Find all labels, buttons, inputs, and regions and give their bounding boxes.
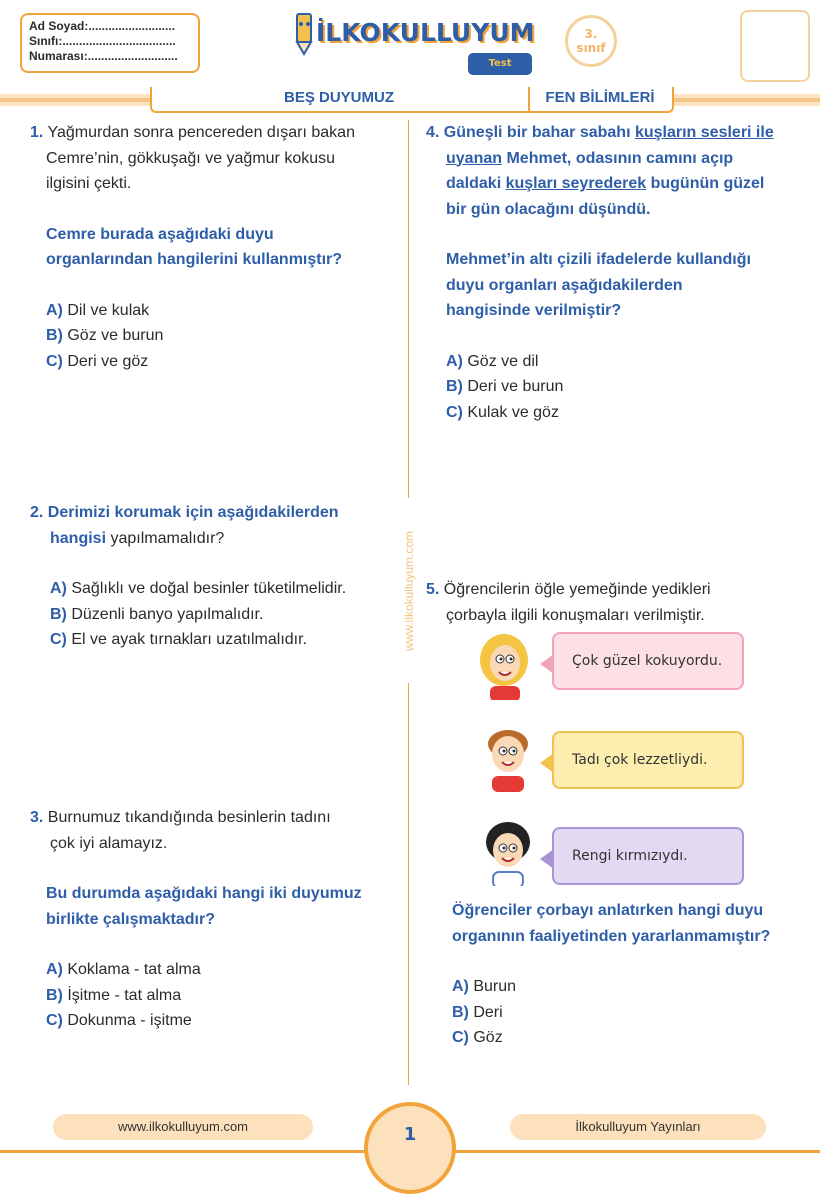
girl-avatar-icon (474, 632, 534, 700)
bubble-tail (540, 849, 554, 869)
grade-number: 3. (584, 27, 598, 41)
option-letter: B) (46, 986, 63, 1004)
option-text: Sağlıklı ve doğal besinler tüketilmelidir. (71, 580, 347, 597)
q3-line1: Burnumuz tıkandığında besinlerin tadını (47, 809, 331, 826)
q4-ask2: duyu organları aşağıdakilerden (446, 276, 683, 294)
q4-option-b[interactable] (426, 374, 774, 400)
q4-line1: Güneşli bir bahar sabahı (443, 124, 631, 141)
option-letter: C) (46, 1012, 63, 1029)
q5-line1: Öğrencilerin öğle yemeğinde yedikleri (443, 581, 711, 598)
bubble-1-text: Çok güzel kokuyordu. (572, 653, 723, 669)
class-field-label: Sınıfı:.................................. (29, 34, 176, 48)
option-text: El ve ayak tırnakları uzatılmalıdır. (71, 631, 307, 648)
option-letter: C) (446, 403, 463, 421)
page-number: 1 (403, 1124, 417, 1145)
question-3 (30, 805, 362, 1034)
q4-option-c[interactable] (426, 400, 774, 426)
student-info-box (20, 13, 200, 73)
question-5 (426, 577, 711, 628)
q3-ask2: birlikte çalışmaktadır? (46, 910, 215, 928)
q1-option-b[interactable] (30, 323, 355, 349)
number-field-label: Numarası:........................... (29, 49, 178, 63)
q3-ask1: Bu durumda aşağıdaki hangi iki duyumuz (46, 885, 362, 902)
option-text: Burun (473, 978, 517, 995)
q1-number: 1. (30, 124, 44, 141)
bubble-tail (540, 753, 554, 773)
option-letter: B) (446, 378, 463, 395)
q1-ask2: organlarından hangilerini kullanmıştır? (46, 251, 343, 268)
q5-ask1: Öğrenciler çorbayı anlatırken hangi duyu (452, 902, 764, 919)
q2-line2-bold: hangisi (50, 529, 107, 547)
option-letter: A) (46, 301, 63, 319)
q4-ask3: hangisinde verilmiştir? (446, 302, 622, 319)
score-box (740, 10, 810, 82)
option-text: Deri ve burun (467, 378, 564, 395)
q5-ask2: organının faaliyetinden yararlanmamıştır? (452, 927, 771, 945)
q3-option-b[interactable] (30, 983, 362, 1009)
option-letter: B) (46, 327, 63, 344)
option-text: Göz (473, 1029, 503, 1046)
grade-word: sınıf (576, 41, 606, 55)
question-1 (30, 120, 355, 374)
option-text: Koklama - tat alma (67, 961, 201, 978)
bubble-3-text: Rengi kırmızıydı. (572, 848, 688, 864)
q2-option-c[interactable] (30, 627, 346, 653)
q2-option-b[interactable] (30, 602, 346, 628)
q4-line3: daldaki (446, 175, 502, 192)
topic-title: BEŞ DUYUMUZ (283, 89, 394, 106)
question-4 (426, 120, 774, 425)
option-text: İşitme - tat alma (67, 986, 182, 1004)
q3-line2: çok iyi alamayız. (50, 834, 168, 852)
q1-option-c[interactable] (30, 349, 355, 375)
option-text: Kulak ve göz (467, 403, 559, 421)
q4-option-a[interactable] (426, 349, 774, 375)
q5-option-a[interactable] (452, 974, 770, 1000)
option-text: Düzenli banyo yapılmalıdır. (71, 605, 264, 623)
q1-ask1: Cemre burada aşağıdaki duyu (46, 225, 274, 243)
name-field-label: Ad Soyad:.......................... (29, 19, 176, 33)
q4-line4: bir gün olacağını düşündü. (446, 200, 651, 218)
bubble-2-text: Tadı çok lezzetliydi. (572, 752, 708, 768)
q4-line3b: bugünün güzel (650, 175, 765, 192)
grade-badge (565, 15, 617, 67)
footer-publisher: İlkokulluyum Yayınları (510, 1114, 766, 1140)
option-letter: A) (452, 978, 469, 995)
q1-line1: Yağmurdan sonra pencereden dışarı bakan (47, 124, 355, 141)
question-2 (30, 500, 346, 653)
logo: İLKOKULLUYUM (316, 18, 535, 47)
boy-avatar-icon (478, 724, 538, 792)
subject-title: FEN BİLİMLERİ (545, 89, 655, 106)
q2-line1: Derimizi korumak için aşağıdakilerden (47, 504, 339, 521)
q2-line2: yapılmamalıdır? (110, 529, 225, 547)
bubble-tail (540, 654, 554, 674)
q4-underlined-1: kuşların sesleri ile (634, 124, 774, 141)
q5-option-c[interactable] (452, 1025, 770, 1051)
option-text: Göz ve dil (467, 352, 539, 370)
option-letter: A) (50, 580, 67, 597)
q5-number: 5. (426, 581, 440, 598)
q2-option-a[interactable] (30, 576, 346, 602)
question-5-ask (452, 898, 770, 1051)
q4-line2: Mehmet, odasının camını açıp (506, 149, 734, 167)
option-letter: C) (452, 1029, 469, 1046)
q1-line3: ilgisini çekti. (46, 175, 132, 192)
option-letter: B) (452, 1003, 469, 1021)
test-badge: Test (468, 53, 532, 75)
q3-option-a[interactable] (30, 957, 362, 983)
option-letter: A) (46, 961, 63, 978)
q5-line2: çorbayla ilgili konuşmaları verilmiştir. (446, 606, 705, 624)
speech-bubble-3 (552, 827, 744, 885)
speech-bubble-2 (552, 731, 744, 789)
girl-dark-hair-avatar-icon (478, 818, 538, 886)
footer-website[interactable]: www.ilkokulluyum.com (53, 1114, 313, 1140)
option-text: Dil ve kulak (67, 301, 150, 319)
q3-number: 3. (30, 809, 44, 826)
q4-ask1: Mehmet’in altı çizili ifadelerde kullandığı (446, 251, 751, 268)
speech-bubble-1 (552, 632, 744, 690)
option-letter: A) (446, 352, 463, 370)
option-letter: C) (46, 352, 63, 370)
option-text: Deri ve göz (67, 352, 149, 370)
q3-option-c[interactable] (30, 1008, 362, 1034)
watermark-url: www.ilkokulluyum.com (402, 530, 416, 652)
option-text: Deri (473, 1003, 503, 1021)
option-text: Göz ve burun (67, 327, 164, 344)
q1-option-a[interactable] (30, 298, 355, 324)
page-number-circle (364, 1102, 456, 1194)
option-text: Dokunma - işitme (67, 1012, 192, 1029)
option-letter: C) (50, 631, 67, 648)
q5-option-b[interactable] (452, 1000, 770, 1026)
option-letter: B) (50, 605, 67, 623)
q4-underlined-3: kuşları seyrederek (505, 175, 647, 192)
q2-number: 2. (30, 504, 44, 521)
q4-number: 4. (426, 124, 440, 141)
q1-line2: Cemre’nin, gökkuşağı ve yağmur kokusu (46, 149, 336, 167)
q4-underlined-2: uyanan (446, 149, 503, 167)
